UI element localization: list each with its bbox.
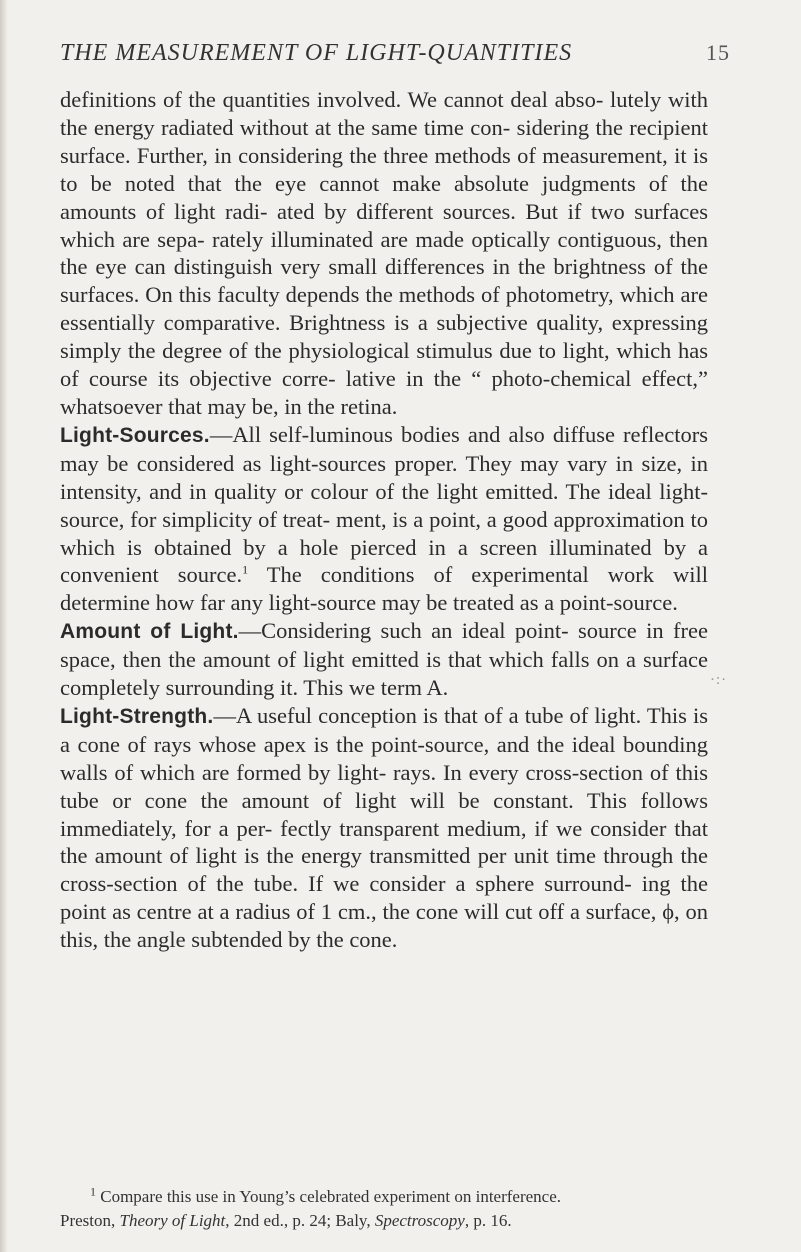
page-number: 15 bbox=[706, 40, 730, 65]
footnote-line-1 bbox=[60, 1185, 720, 1209]
section-heading-light-strength: Light-Strength. bbox=[60, 704, 214, 728]
footnote-text: Compare this use in Young’s celebrated experiment on interference. bbox=[100, 1187, 562, 1206]
footnote bbox=[60, 1185, 720, 1233]
running-head bbox=[60, 40, 730, 70]
paragraph-amount-of-light bbox=[60, 617, 708, 702]
footnote-author: Preston, bbox=[60, 1211, 120, 1230]
paragraph-light-sources bbox=[60, 421, 708, 617]
footnote-citation: , 2nd ed., p. 24; Baly, bbox=[225, 1211, 375, 1230]
paragraph-text: —All self-luminous bodies and also diffuse reflectors may be considered as light-sources proper. They may vary in size, in intensity, and in quality or colour of the light emitted. The ideal light-source, for simplicity of treat- ment, is a point, a good approximation to which is obtained by a hole pierced in a screen illuminated by a convenient source. bbox=[60, 421, 708, 588]
section-heading-amount-of-light: Amount of Light. bbox=[60, 620, 239, 644]
footnote-marker: 1 bbox=[90, 1184, 96, 1199]
footnote-book-title: Spectroscopy bbox=[374, 1211, 465, 1230]
paragraph-text: definitions of the quantities involved. We cannot deal abso- lutely with the energy radiated without at the same time con- sidering the recipient surface. Further, in considering the three methods of measurement, it is to be noted that the eye cannot make absolute judgments of the amounts of light radi- ated by different sources. But if two surfaces which are sepa- rately illuminated are made optically contiguous, then the eye can distinguish very small differences in the brightness of the surfaces. On this faculty depends the methods of photometry, which are essentially comparative. Brightness is a subjective quality, expressing simply the degree of the physiological stimulus due to light, which has of course its objective corre- lative in the “ photo-chemical effect,” whatsoever that may be, in the retina. bbox=[60, 87, 708, 419]
section-heading-light-sources: Light-Sources. bbox=[60, 423, 210, 447]
running-head-title: THE MEASUREMENT OF LIGHT-QUANTITIES bbox=[60, 40, 573, 66]
margin-mark: ·:· bbox=[710, 672, 728, 688]
paragraph-definitions bbox=[60, 86, 708, 421]
footnote-reference: 1 bbox=[242, 562, 249, 577]
paragraph-text: —A useful conception is that of a tube of light. This is a cone of rays whose apex is the point-source, and the ideal bounding walls of which are formed by light- rays. In every cross-section of this tube or cone the amount of light will be constant. This follows immediately, for a per- fectly transparent medium, if we consider that the amount of light is the energy transmitted per unit time through the cross-section of the tube. If we consider a sphere surround- ing the point as centre at a radius of 1 cm., the cone will cut off a surface, ϕ, on this, the angle subtended by the cone. bbox=[60, 702, 708, 953]
paragraph-text: —Considering such an ideal point- source in free space, then the amount of light emitted is that which falls on a surface completely surrounding it. This we term A. bbox=[60, 618, 708, 701]
body-text bbox=[60, 86, 708, 954]
footnote-line-2 bbox=[60, 1209, 720, 1233]
footnote-book-title: Theory of Light bbox=[119, 1211, 226, 1230]
paragraph-text-continued: The conditions of experimental work will determine how far any light-source may be treated as a point-source. bbox=[60, 562, 708, 616]
paragraph-light-strength bbox=[60, 702, 708, 954]
footnote-citation: , p. 16. bbox=[464, 1211, 512, 1230]
page-gutter-shadow bbox=[0, 0, 8, 1252]
